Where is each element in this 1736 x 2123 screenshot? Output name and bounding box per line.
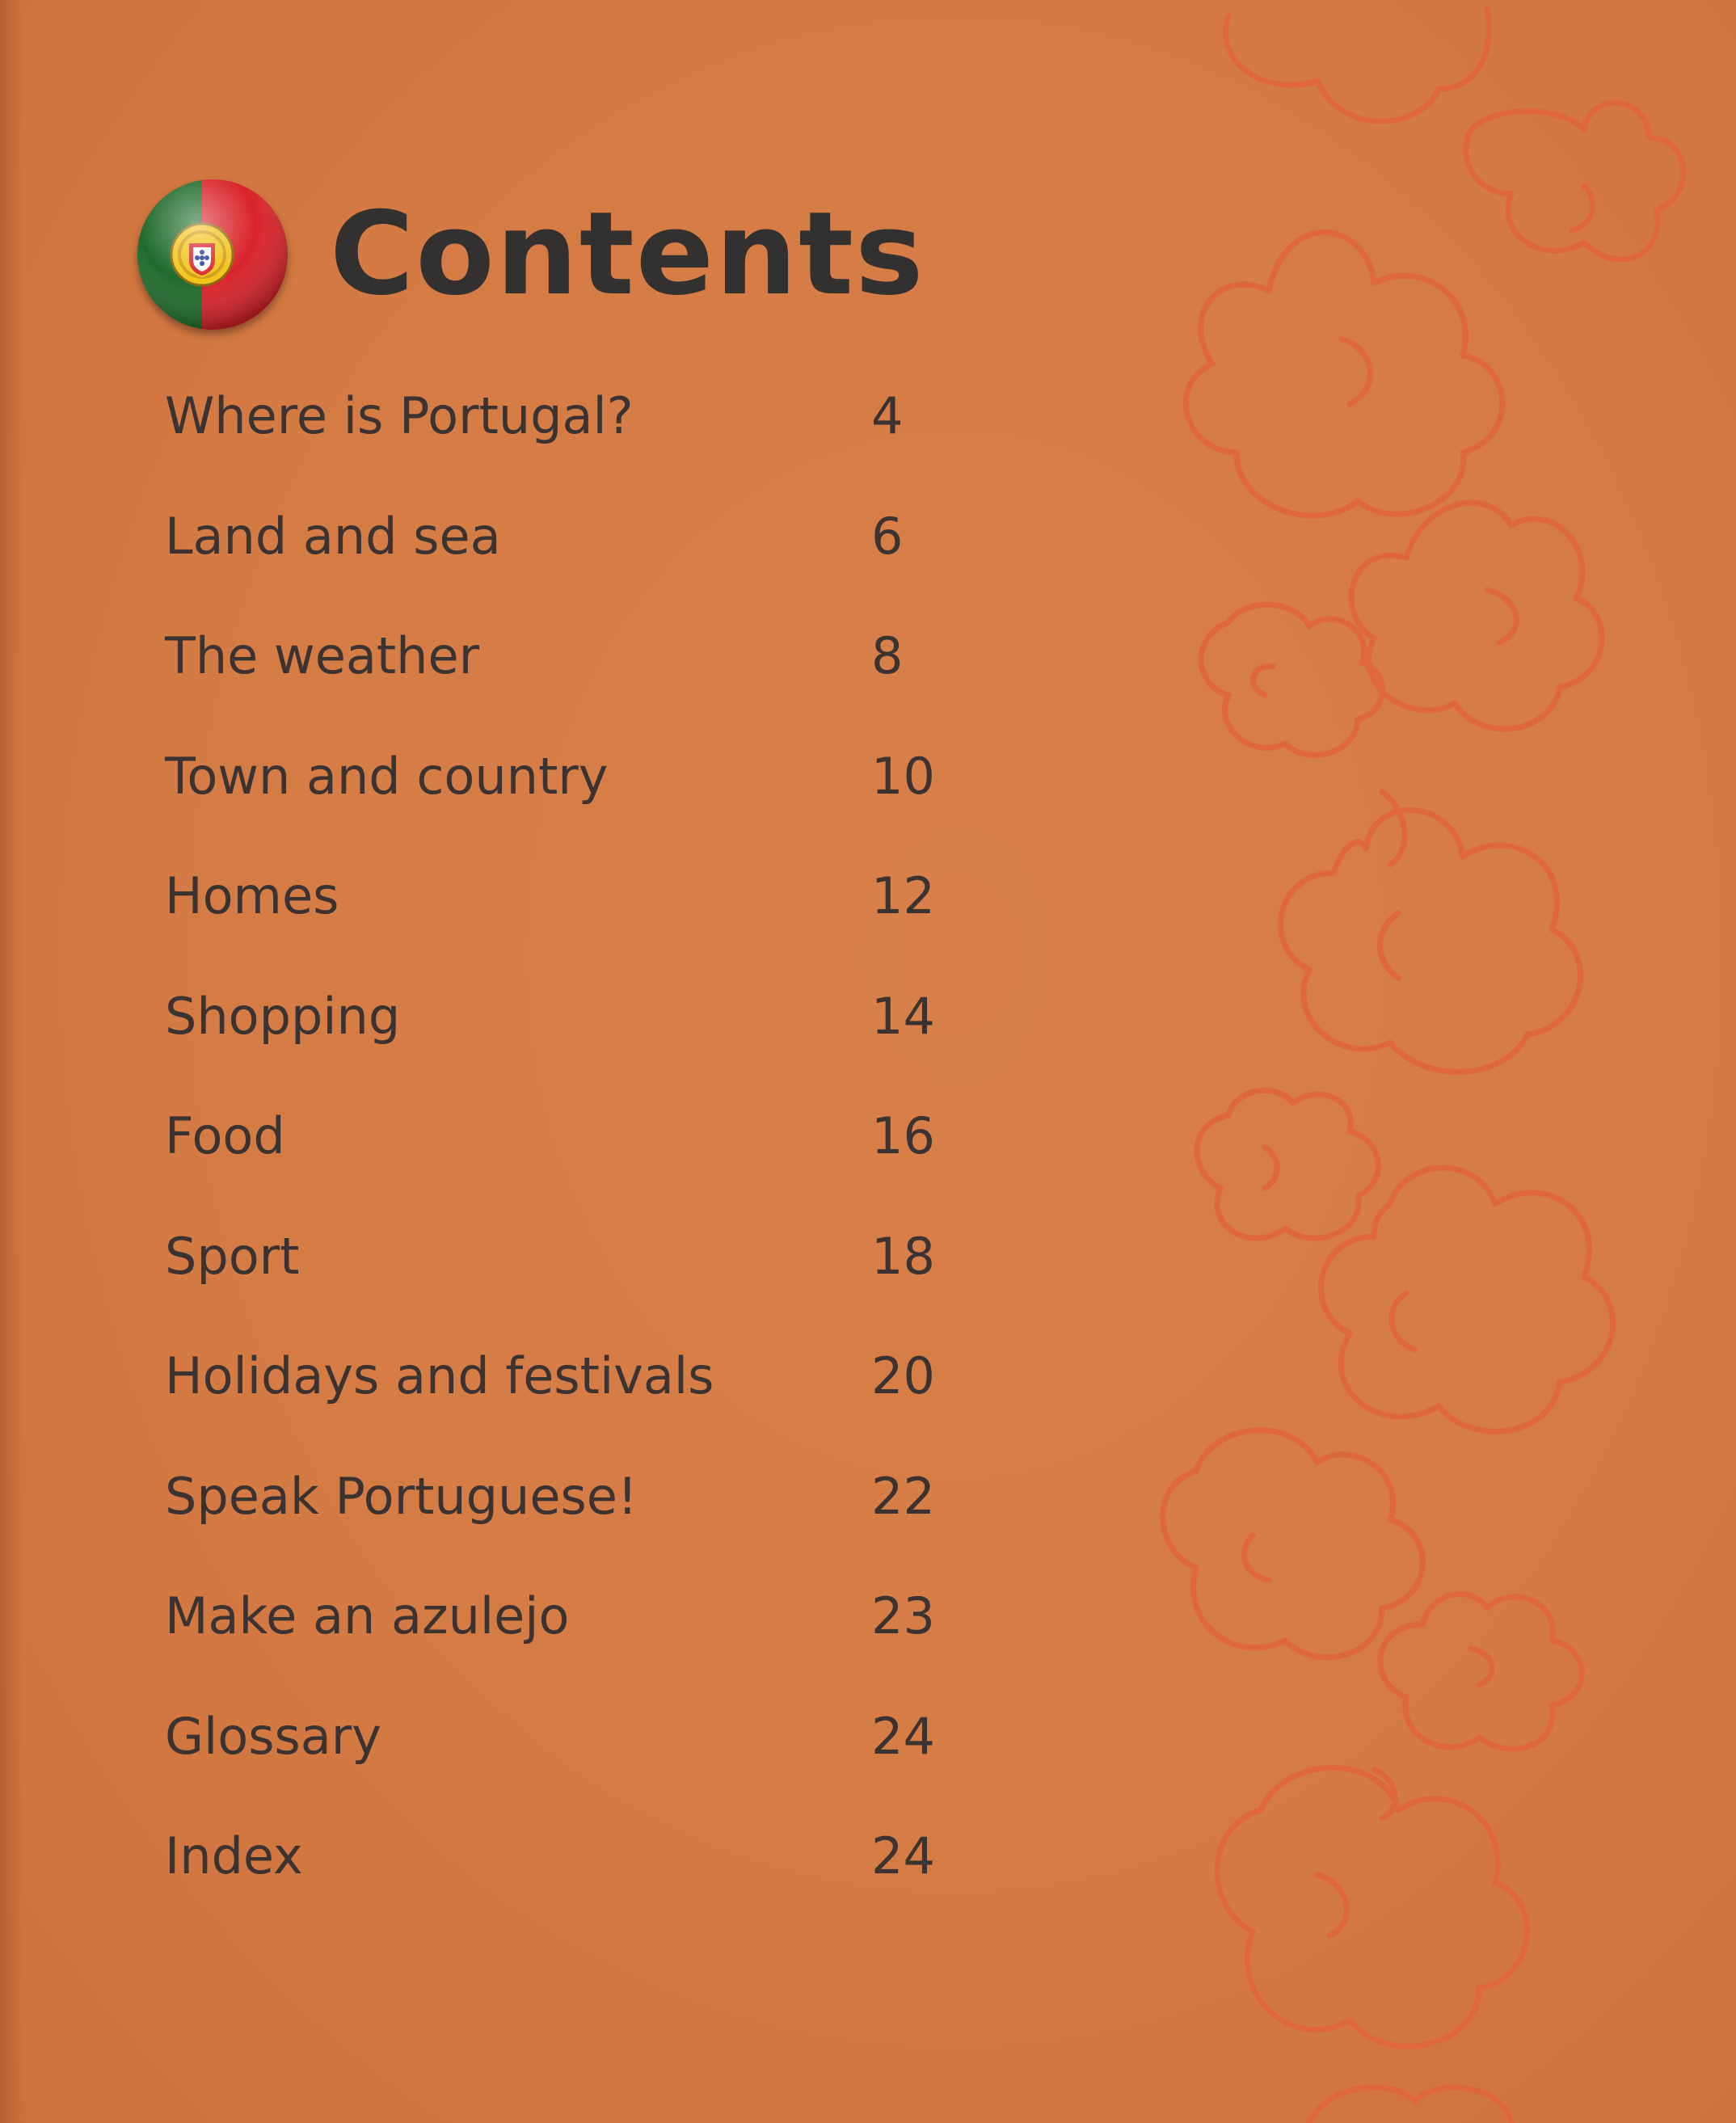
toc-entry[interactable] bbox=[165, 386, 973, 507]
popcorn-decoration bbox=[1131, 0, 1736, 2123]
portugal-flag-icon bbox=[137, 179, 288, 330]
toc-entry[interactable] bbox=[165, 1106, 973, 1227]
toc-entry-label: The weather bbox=[165, 626, 480, 685]
toc-entry-page: 24 bbox=[871, 1826, 935, 1885]
toc-entry[interactable] bbox=[165, 987, 973, 1107]
toc-entry-page: 22 bbox=[871, 1466, 935, 1526]
toc-entry-label: Make an azulejo bbox=[165, 1586, 570, 1645]
toc-entry-page: 20 bbox=[871, 1346, 935, 1405]
toc-entry-label: Homes bbox=[165, 866, 339, 925]
toc-entry[interactable] bbox=[165, 1346, 973, 1467]
toc-entry-page: 24 bbox=[871, 1706, 935, 1766]
toc-entry-page: 4 bbox=[871, 386, 904, 445]
toc-entry-label: Glossary bbox=[165, 1706, 381, 1766]
toc-entry-label: Index bbox=[165, 1826, 303, 1885]
toc-entry-page: 10 bbox=[871, 746, 935, 806]
toc-entry[interactable] bbox=[165, 1227, 973, 1347]
page-edge-shadow bbox=[0, 0, 23, 2123]
toc-entry[interactable] bbox=[165, 507, 973, 627]
toc-entry-page: 8 bbox=[871, 626, 904, 685]
toc-entry[interactable] bbox=[165, 626, 973, 747]
toc-entry[interactable] bbox=[165, 1826, 973, 1947]
table-of-contents bbox=[165, 386, 973, 1947]
toc-entry-label: Shopping bbox=[165, 986, 401, 1046]
toc-entry-label: Holidays and festivals bbox=[165, 1346, 714, 1405]
page-title: Contents bbox=[330, 187, 925, 321]
toc-entry-page: 14 bbox=[871, 986, 935, 1046]
toc-entry-page: 16 bbox=[871, 1106, 935, 1165]
toc-entry[interactable] bbox=[165, 1586, 973, 1707]
toc-entry-page: 12 bbox=[871, 866, 935, 925]
toc-entry-page: 23 bbox=[871, 1586, 935, 1645]
toc-entry-label: Town and country bbox=[165, 746, 609, 806]
toc-entry-label: Food bbox=[165, 1106, 285, 1165]
toc-entry[interactable] bbox=[165, 747, 973, 867]
contents-header bbox=[137, 178, 925, 331]
toc-entry-label: Sport bbox=[165, 1226, 300, 1286]
toc-entry[interactable] bbox=[165, 1467, 973, 1587]
toc-entry-label: Where is Portugal? bbox=[165, 386, 634, 445]
toc-entry[interactable] bbox=[165, 866, 973, 987]
toc-entry-label: Speak Portuguese! bbox=[165, 1466, 638, 1526]
toc-entry[interactable] bbox=[165, 1707, 973, 1827]
toc-entry-page: 18 bbox=[871, 1226, 935, 1286]
toc-entry-page: 6 bbox=[871, 506, 904, 566]
toc-entry-label: Land and sea bbox=[165, 506, 501, 566]
